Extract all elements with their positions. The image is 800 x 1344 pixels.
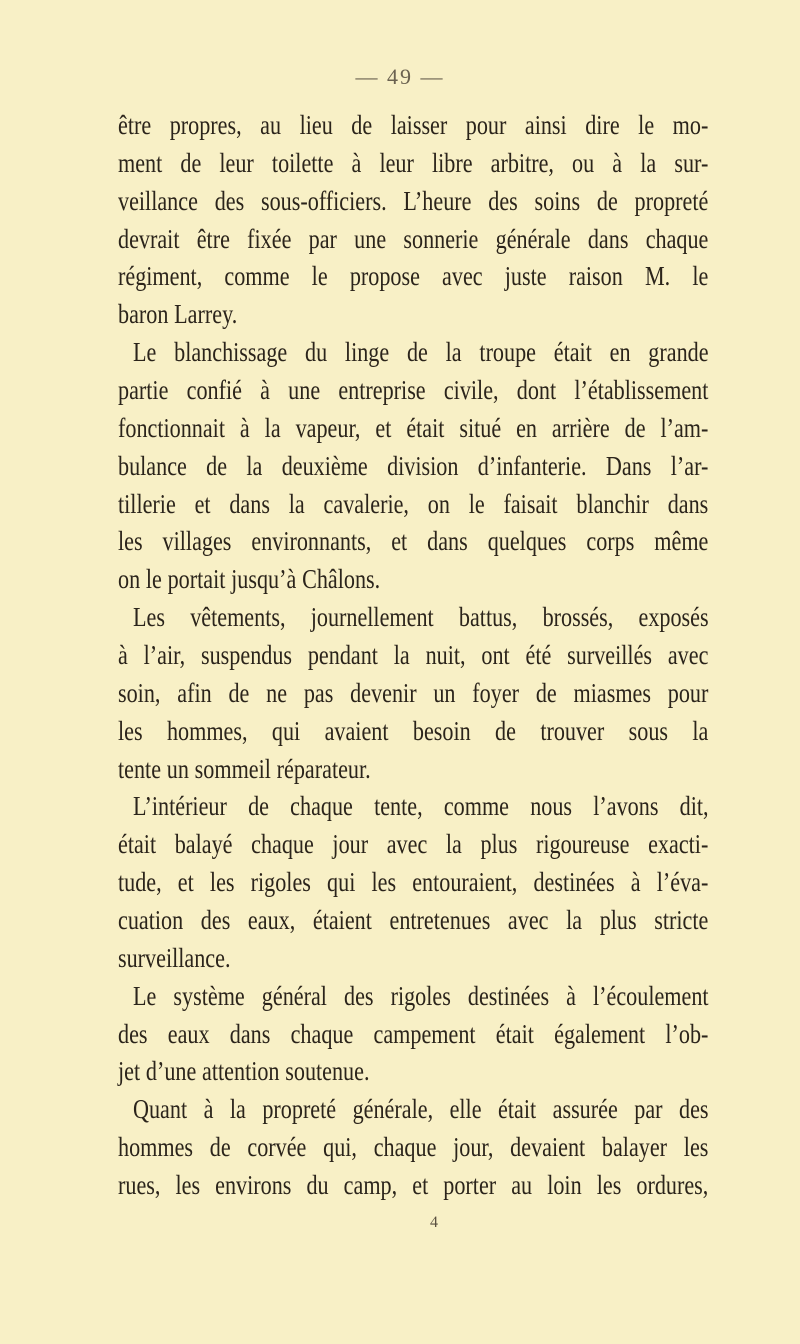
word: assurée (552, 1094, 618, 1125)
word: Les (133, 602, 165, 633)
word: trouver (540, 715, 605, 746)
word: propreté (634, 185, 709, 216)
word: l’éva- (656, 867, 709, 898)
text-line (118, 637, 800, 675)
word: du (305, 337, 328, 368)
text-line (118, 864, 800, 902)
word: de (596, 185, 618, 216)
word: laisser (390, 110, 448, 140)
word: pendant (307, 640, 378, 671)
word: chaque (251, 829, 314, 860)
word: générale, (352, 1094, 434, 1125)
word: était (406, 412, 445, 443)
word: était (495, 1018, 534, 1049)
word: les (371, 867, 397, 898)
word: les (118, 526, 143, 557)
word: régiment, (118, 261, 203, 292)
word: pour (465, 110, 507, 140)
word: soins (534, 185, 581, 216)
word: l’air, (143, 640, 186, 671)
word: propres, (169, 110, 242, 140)
word: des (118, 1018, 148, 1049)
word: être (196, 223, 230, 254)
word: faisait (503, 488, 558, 519)
word: ainsi (524, 110, 567, 140)
text-line (118, 826, 800, 864)
word: civile, (443, 375, 499, 406)
word: chaque (290, 1018, 354, 1049)
word: fixée (247, 223, 292, 254)
text-line (118, 561, 800, 599)
word: rues, (118, 1170, 161, 1201)
word: brossés, (542, 602, 614, 633)
text-line-content (118, 561, 708, 599)
word: les (118, 715, 143, 746)
text-line-content (118, 902, 708, 940)
word: les (209, 867, 235, 898)
word: ordures, (636, 1170, 709, 1201)
text-line-content (118, 940, 708, 978)
word: baron (118, 299, 169, 330)
word: l’am- (660, 412, 709, 443)
text-line (118, 1167, 800, 1205)
text-line-content (118, 1129, 708, 1167)
word: libre (431, 147, 473, 178)
text-line-content (118, 637, 708, 675)
word: corps (586, 526, 635, 557)
text-line (118, 1016, 800, 1054)
word: confié (186, 375, 242, 406)
word: tillerie (118, 488, 176, 519)
word: ment (118, 147, 163, 178)
word: devrait (118, 223, 180, 254)
word: propreté (262, 1094, 337, 1125)
text-line (118, 107, 800, 145)
word: la (264, 412, 281, 443)
word: Dans (605, 450, 652, 481)
word: les (683, 1132, 709, 1163)
word: qui (271, 715, 301, 746)
word: troupe (479, 337, 536, 368)
text-line-content (118, 864, 708, 902)
text-line (118, 296, 800, 334)
word: nous (530, 791, 573, 822)
word: l’ob- (665, 1018, 709, 1049)
word: Le (133, 337, 157, 368)
word: système (173, 980, 245, 1011)
word: et (194, 488, 211, 519)
word: soin, (118, 677, 161, 708)
word: Le (133, 980, 157, 1011)
word: sous-officiers. (261, 185, 387, 216)
word: jet (118, 1056, 141, 1087)
word: bulance (118, 450, 187, 481)
word: en (516, 412, 538, 443)
word: avec (442, 261, 483, 292)
word: soutenue. (285, 1056, 370, 1087)
text-line-content (133, 978, 709, 1016)
word: campement (373, 1018, 476, 1049)
word: de (406, 337, 428, 368)
text-line-content (118, 1016, 708, 1054)
word: le (692, 261, 709, 292)
word: journellement (310, 602, 434, 633)
body-text (118, 107, 800, 1205)
word: devaient (510, 1132, 586, 1163)
word: de (495, 715, 516, 746)
word: sonnerie (403, 223, 479, 254)
text-line (118, 751, 800, 789)
word: dire (585, 110, 620, 140)
word: juste (504, 261, 547, 292)
word: blanchir (576, 488, 649, 519)
word: avec (507, 905, 549, 936)
word: on (427, 488, 450, 519)
word: des (679, 1094, 709, 1125)
word: des (200, 905, 231, 936)
word: également (554, 1018, 646, 1049)
word: M. (644, 261, 671, 292)
word: comme (443, 791, 510, 822)
word: d’infanterie. (477, 450, 587, 481)
word: cuation (118, 905, 184, 936)
text-line-content (133, 334, 709, 372)
word: dans (587, 223, 629, 254)
word: Larrey. (174, 299, 238, 330)
word: exacti- (648, 829, 709, 860)
word: de (624, 412, 646, 443)
word: la (640, 147, 657, 178)
text-line (118, 599, 800, 637)
text-line-content (118, 183, 708, 221)
text-line (118, 978, 800, 1016)
word: portait (167, 564, 226, 595)
word: nuit, (425, 640, 466, 671)
word: plus (480, 829, 518, 860)
word: Châlons. (302, 564, 381, 595)
word: une (288, 375, 321, 406)
text-line (118, 372, 800, 410)
word: et (391, 526, 408, 557)
word: à (260, 375, 270, 406)
word: comme (224, 261, 290, 292)
word: une (354, 223, 387, 254)
word: le (468, 488, 485, 519)
text-line (118, 1053, 800, 1091)
word: battus, (458, 602, 518, 633)
text-line (118, 486, 800, 524)
word: L’intérieur (133, 791, 227, 822)
word: grande (648, 337, 709, 368)
word: tente, (374, 791, 423, 822)
word: des (214, 185, 245, 216)
word: arbitre, (490, 147, 554, 178)
word: tude, (118, 867, 162, 898)
word: à (630, 867, 641, 898)
word: à (612, 147, 623, 178)
word: au (260, 110, 282, 140)
text-line (118, 713, 800, 751)
word: pour (667, 677, 709, 708)
word: les (596, 1170, 622, 1201)
word: destinées (467, 980, 550, 1011)
text-line (118, 940, 800, 978)
word: foyer (472, 677, 520, 708)
text-line-content (133, 788, 709, 826)
word: surveillance. (118, 942, 231, 973)
word: à (203, 1094, 214, 1125)
word: jour (332, 829, 369, 860)
word: loin (547, 1170, 582, 1201)
text-line-content (118, 486, 708, 524)
word: besoin (412, 715, 471, 746)
word: sous (628, 715, 669, 746)
word: villages (162, 526, 232, 557)
word: hommes (118, 1132, 194, 1163)
word: d’une (145, 1056, 197, 1087)
word: vapeur, (295, 412, 361, 443)
word: par (308, 223, 337, 254)
word: destinées (533, 867, 615, 898)
text-line (118, 1129, 800, 1167)
word: porter (443, 1170, 497, 1201)
word: eaux, (247, 905, 296, 936)
word: L’heure (403, 185, 472, 216)
text-line-content (118, 145, 708, 183)
word: corvée (247, 1132, 307, 1163)
word: exposés (638, 602, 709, 633)
word: dans (667, 488, 709, 519)
text-line (118, 523, 800, 561)
word: un (166, 753, 189, 784)
word: la (445, 337, 462, 368)
word: la (229, 1094, 246, 1125)
word: le (145, 564, 162, 595)
word: Quant (133, 1094, 188, 1125)
word: balayé (174, 829, 233, 860)
text-line-content (118, 713, 708, 751)
word: pas (303, 677, 334, 708)
word: raison (568, 261, 623, 292)
word: être (118, 110, 152, 140)
text-line-content (118, 826, 708, 864)
word: l’écoulement (593, 980, 709, 1011)
word: toilette (271, 147, 334, 178)
word: arrière (551, 412, 610, 443)
word: de (535, 677, 557, 708)
word: la (393, 640, 410, 671)
text-line-content (133, 599, 709, 637)
word: et (177, 867, 194, 898)
text-line (118, 183, 800, 221)
word: était (118, 829, 157, 860)
text-line-content (118, 258, 708, 296)
word: de (209, 1132, 231, 1163)
word: était (553, 337, 592, 368)
word: rigoles (390, 980, 451, 1011)
word: tente (118, 753, 162, 784)
word: sommeil (194, 753, 271, 784)
word: à (566, 980, 576, 1011)
text-line-content (118, 675, 708, 713)
word: l’avons (593, 791, 659, 822)
word: l’ar- (670, 450, 709, 481)
word: et (412, 1170, 429, 1201)
word: étaient (312, 905, 372, 936)
word: qui (327, 867, 356, 898)
word: dans (229, 1018, 271, 1049)
word: de (351, 110, 373, 140)
word: réparateur. (276, 753, 371, 784)
word: environs (215, 1170, 292, 1201)
word: vêtements, (190, 602, 286, 633)
text-line-content (118, 1053, 708, 1091)
word: attention (202, 1056, 280, 1087)
word: linge (344, 337, 390, 368)
word: l’établissement (574, 375, 709, 406)
word: quelques (487, 526, 567, 557)
word: miasmes (573, 677, 651, 708)
word: mo- (672, 110, 709, 140)
word: suspendus (200, 640, 293, 671)
word: rigoureuse (536, 829, 630, 860)
word: dans (427, 526, 468, 557)
word: générale (495, 223, 571, 254)
word: à (351, 147, 362, 178)
word: stricte (654, 905, 709, 936)
word: ne (266, 677, 288, 708)
word: blanchissage (174, 337, 288, 368)
text-line (118, 221, 800, 259)
word: veillance (118, 185, 198, 216)
word: ou (572, 147, 595, 178)
word: général (261, 980, 327, 1011)
word: le (638, 110, 655, 140)
text-line-content (118, 372, 708, 410)
text-line (118, 448, 800, 486)
word: jour, (453, 1132, 494, 1163)
word: les (175, 1170, 201, 1201)
word: par (634, 1094, 663, 1125)
word: afin (177, 677, 212, 708)
word: avec (386, 829, 428, 860)
word: dont (516, 375, 557, 406)
word: du (306, 1170, 329, 1201)
word: camp, (343, 1170, 398, 1201)
word: entretenues (389, 905, 491, 936)
text-line-content (118, 1167, 708, 1205)
word: des (344, 980, 374, 1011)
word: des (488, 185, 518, 216)
text-line-content (118, 751, 708, 789)
word: jusqu’à (231, 564, 297, 595)
word: hommes, (166, 715, 248, 746)
word: eaux (167, 1018, 210, 1049)
word: même (654, 526, 709, 557)
text-line-content (118, 221, 708, 259)
word: propose (349, 261, 420, 292)
word: entreprise (338, 375, 426, 406)
word: division (387, 450, 459, 481)
text-line (118, 788, 800, 826)
text-line-content (118, 107, 708, 145)
word: de (206, 450, 228, 481)
signature-mark: 4 (430, 1214, 438, 1231)
word: chaque (373, 1132, 437, 1163)
word: et (375, 412, 392, 443)
word: la (246, 450, 263, 481)
word: balayer (601, 1132, 668, 1163)
word: fonctionnait (118, 412, 225, 443)
word: qui, (323, 1132, 357, 1163)
word: ont (481, 640, 510, 671)
word: dit, (679, 791, 709, 822)
word: avec (667, 640, 709, 671)
word: leur (379, 147, 414, 178)
word: partie (118, 375, 169, 406)
word: en (609, 337, 631, 368)
word: été (525, 640, 552, 671)
word: de (228, 677, 250, 708)
text-line (118, 334, 800, 372)
word: la (445, 829, 462, 860)
word: dans (229, 488, 270, 519)
text-line-content (133, 1091, 709, 1129)
word: un (433, 677, 456, 708)
word: lieu (299, 110, 333, 140)
word: deuxième (281, 450, 368, 481)
word: sur- (674, 147, 709, 178)
word: plus (599, 905, 637, 936)
text-line-content (118, 410, 708, 448)
word: à (239, 412, 250, 443)
text-line-content (118, 523, 708, 561)
word: leur (219, 147, 254, 178)
word: la (692, 715, 709, 746)
word: chaque (645, 223, 709, 254)
text-line (118, 1091, 800, 1129)
text-line (118, 145, 800, 183)
page-number: — 49 — (355, 64, 445, 89)
word: la (288, 488, 305, 519)
word: le (311, 261, 328, 292)
text-line (118, 675, 800, 713)
word: on (118, 564, 141, 595)
word: entouraient, (412, 867, 518, 898)
word: de (180, 147, 202, 178)
text-line (118, 258, 800, 296)
word: cavalerie, (323, 488, 409, 519)
text-line (118, 410, 800, 448)
word: la (566, 905, 583, 936)
text-line-content (118, 296, 708, 334)
word: situé (459, 412, 502, 443)
word: elle (449, 1094, 482, 1125)
word: surveillés (567, 640, 653, 671)
word: au (511, 1170, 533, 1201)
word: chaque (290, 791, 353, 822)
word: environnants, (251, 526, 372, 557)
text-line-content (118, 448, 708, 486)
word: rigoles (250, 867, 311, 898)
word: de (248, 791, 269, 822)
word: à (118, 640, 128, 671)
text-line (118, 902, 800, 940)
word: était (498, 1094, 537, 1125)
word: avaient (324, 715, 389, 746)
word: devenir (350, 677, 417, 708)
